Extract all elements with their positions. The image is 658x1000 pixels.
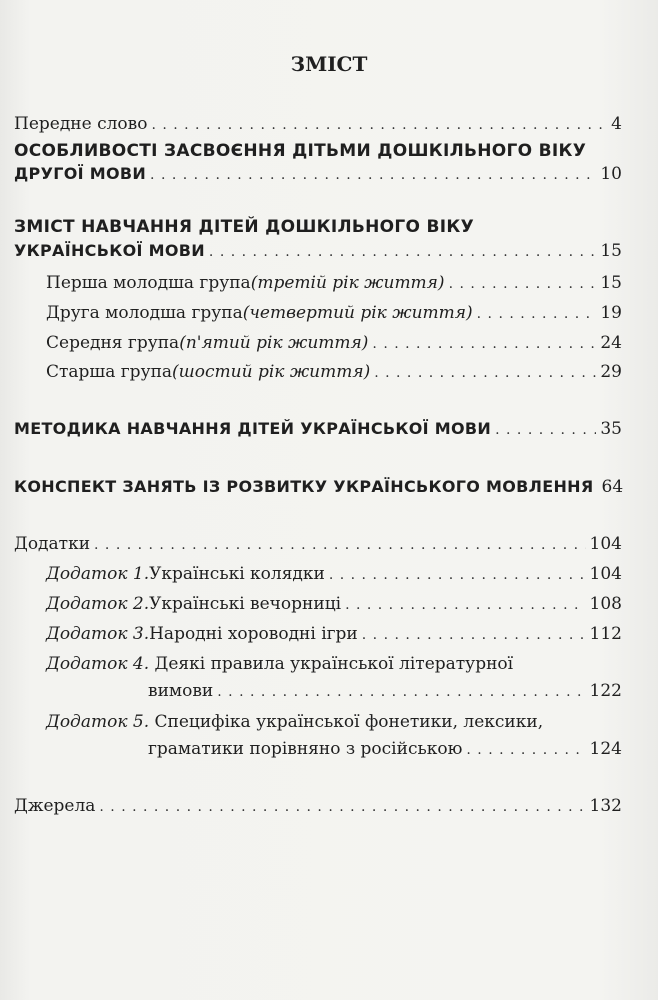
leader-dots	[466, 739, 585, 761]
leader-dots	[345, 594, 585, 616]
toc-entry-sources[interactable]	[14, 795, 622, 818]
leader-dots	[495, 419, 596, 441]
entry-text: Специфіка української фонетики, лексики,	[149, 712, 544, 732]
page-title: ЗМІСТ	[290, 52, 368, 76]
entry-label: Додаток 4.	[46, 654, 150, 674]
entry-text: Старша група	[46, 362, 173, 382]
toc-entry-app4-line1	[46, 653, 513, 675]
entry-text: Перша молодша група	[46, 273, 251, 293]
entry-text: Джерела	[14, 796, 96, 816]
entry-text-line2: вимови	[148, 681, 214, 701]
entry-page: 35	[600, 419, 622, 439]
leader-dots	[362, 624, 586, 646]
entry-text: Українські колядки	[149, 564, 325, 584]
leader-dots	[150, 164, 596, 186]
entry-page: 15	[600, 273, 622, 293]
toc-entry-method[interactable]	[14, 418, 622, 441]
toc-entry-appendices[interactable]	[14, 533, 622, 556]
leader-dots	[372, 333, 596, 355]
toc-entry-content-line1: ЗМІСТ НАВЧАННЯ ДІТЕЙ ДОШКІЛЬНОГО ВІКУ	[14, 217, 474, 237]
entry-text: МЕТОДИКА НАВЧАННЯ ДІТЕЙ УКРАЇНСЬКОЇ МОВИ	[14, 419, 492, 438]
entry-text: Українські вечорниці	[149, 594, 342, 614]
entry-page: 124	[589, 739, 622, 759]
leader-dots	[94, 534, 586, 556]
entry-page: 29	[600, 362, 622, 382]
entry-text: Додатки	[14, 534, 91, 554]
toc-entry-app3[interactable]	[46, 623, 622, 646]
toc-entry-foreword[interactable]	[14, 113, 622, 136]
toc-entry-features[interactable]	[14, 163, 622, 186]
entry-text: Середня група	[46, 333, 180, 353]
entry-page: 19	[600, 303, 622, 323]
entry-page: 10	[600, 164, 622, 184]
entry-text: УКРАЇНСЬКОЇ МОВИ	[14, 241, 205, 260]
entry-note: (шостий рік життя)	[172, 362, 371, 382]
entry-page: 104	[589, 534, 622, 554]
toc-entry-app5[interactable]	[148, 738, 622, 761]
toc-entry-content[interactable]	[14, 240, 622, 263]
entry-label: Додаток 5.	[46, 712, 150, 732]
entry-text: Передне слово	[14, 114, 148, 134]
leader-dots	[151, 114, 607, 136]
entry-note: (третій рік життя)	[250, 273, 445, 293]
entry-text: ДРУГОЇ МОВИ	[14, 164, 147, 183]
entry-page: 132	[589, 796, 622, 816]
entry-label: Додаток 1.	[46, 564, 150, 584]
entry-page: 15	[600, 241, 622, 261]
entry-page: 4	[611, 114, 622, 134]
leader-dots	[217, 681, 585, 703]
entry-label: Додаток 2.	[46, 594, 150, 614]
entry-page: 104	[589, 564, 622, 584]
leader-dots	[209, 241, 596, 263]
entry-page: 112	[589, 624, 622, 644]
entry-text: КОНСПЕКТ ЗАНЯТЬ ІЗ РОЗВИТКУ УКРАЇНСЬКОГО МОВЛЕННЯ	[14, 477, 594, 496]
entry-page: 24	[600, 333, 622, 353]
toc-entry-app1[interactable]	[46, 563, 622, 586]
entry-note: (п'ятий рік життя)	[179, 333, 369, 353]
toc-entry-younger2[interactable]	[46, 302, 622, 325]
toc-entry-middle[interactable]	[46, 332, 622, 355]
leader-dots	[99, 796, 585, 818]
toc-entry-features-line1: ОСОБЛИВОСТІ ЗАСВОЄННЯ ДІТЬМИ ДОШКІЛЬНОГО ВІКУ	[14, 141, 587, 161]
toc-entry-app4[interactable]	[148, 680, 622, 703]
entry-text: Народні хороводні ігри	[149, 624, 358, 644]
leader-dots	[374, 362, 596, 384]
entry-page: 64	[601, 477, 624, 497]
entry-note: (четвертий рік життя)	[242, 303, 473, 323]
leader-dots	[449, 273, 597, 295]
entry-page: 122	[589, 681, 622, 701]
leader-dots	[329, 564, 586, 586]
toc-entry-app5-line1	[46, 711, 543, 733]
entry-label: Додаток 3.	[46, 624, 150, 644]
toc-entry-younger1[interactable]	[46, 272, 622, 295]
toc-entry-app2[interactable]	[46, 593, 622, 616]
toc-entry-senior[interactable]	[46, 361, 622, 384]
entry-text: Деякі правила української літературної	[149, 654, 514, 674]
entry-text-line2: граматики порівняно з російською	[148, 739, 463, 759]
toc-entry-lessons[interactable]	[14, 476, 622, 499]
entry-text: Друга молодша група	[46, 303, 243, 323]
entry-page: 108	[589, 594, 622, 614]
leader-dots	[477, 303, 597, 325]
